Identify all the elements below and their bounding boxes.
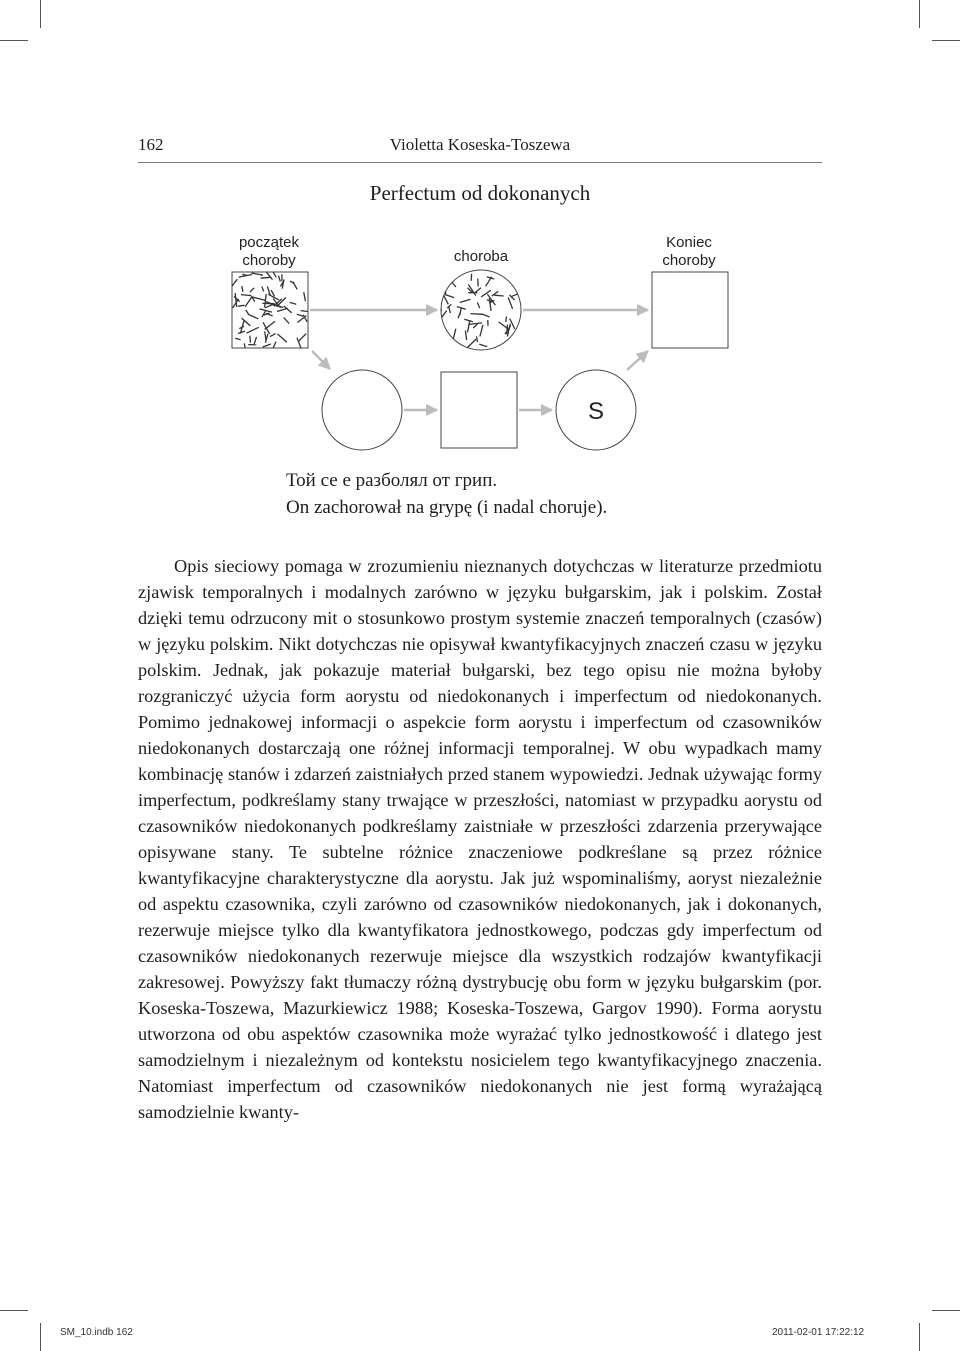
crop-mark	[0, 40, 28, 41]
page-number: 162	[138, 135, 164, 154]
arrow-speech-to-end	[627, 351, 648, 370]
figure-title: Perfectum od dokonanych	[369, 181, 591, 205]
hatch-stroke	[447, 266, 456, 275]
body-text	[138, 553, 822, 1125]
crop-mark	[40, 0, 41, 28]
arrow-start-to-state	[312, 351, 330, 369]
hatch-stroke	[448, 267, 460, 274]
speech-state-label: S	[587, 398, 605, 425]
body-paragraph: Opis sieciowy pomaga w zrozumieniu nieznanych dotychczas w literaturze przedmiotu zjawisk temporalnych i modalnych zarówno w języku bułgarskim, jak i polskim. Został dzięki temu odrzucony mit o stosunkowo prostym systemie znaczeń temporalnych (czasów) w języku polskim. Nikt dotychczas nie opisywał kwantyfikacyjnych znaczeń czasu w języku polskim. Jednak, jak pokazuje materiał bułgarski, bez tego opisu nie można byłoby rozgraniczyć użycia form aorystu od niedokonanych i imperfectum od niedokonanych. Pomimo jednakowej informacji o aspekcie form aorystu i imperfectum od czasowników niedokonanych dostarczają one różnej informacji temporalnej. W obu wypadkach mamy kombinację stanów i zdarzeń zaistniałych przed stanem wypowiedzi. Jednak używając formy imperfectum, podkreślamy stany trwające w przeszłości, natomiast w przypadku aorystu od czasowników niedokonanych podkreślamy zaistniałe w przeszłości zdarzenia przerywające opisywane stany. Te subtelne różnice znaczeniowe podkreślane są przez różnice kwantyfikacyjne charakterystyczne dla aorystu. Jak już wspominaliśmy, aoryst niezależnie od aspektu czasownika, czyli zarówno od czasowników niedokonanych, jak i dokonanych, rezerwuje miejsce tylko dla kwantyfikatora jednostkowego, podczas gdy imperfectum od czasowników niedokonanych rezerwuje miejsce dla wszystkich rodzajów kwantyfikacji zakresowej. Powyższy fakt tłumaczy różną dystrybucję obu form w języku bułgarskim (por. Koseska-Toszewa, Mazurkiewicz 1988; Koseska-Toszewa, Gargov 1990). Forma aorystu utworzona od obu aspektów czasownika może wyrażać tylko jednostkowość i dlatego jest samodzielnym i niezależnym od kontekstu nosicielem tego kwantyfikacyjnego znaczenia. Natomiast imperfectum od czasowników niedokonanych nie jest formą wyrażającą samodzielnie kwanty-	[138, 556, 822, 1122]
label-start-line2: choroby	[242, 252, 296, 269]
hatch-stroke	[250, 336, 251, 343]
slug-timestamp: 2011-02-01 17:22:12	[772, 1327, 865, 1338]
label-end-line1: Koniec	[666, 234, 712, 251]
hatch-stroke	[261, 277, 271, 278]
example-polish: On zachorował na grypę (i nadal choruje).	[286, 497, 608, 518]
hatch-stroke	[494, 295, 503, 296]
crop-mark	[932, 40, 960, 41]
hatch-stroke	[440, 345, 443, 352]
hatch-stroke	[515, 267, 519, 274]
example-bulgarian: Той се е разболял от грип.	[286, 470, 498, 491]
hatch-stroke	[470, 314, 482, 315]
header-rule	[138, 162, 822, 163]
state-circle-left	[322, 370, 402, 450]
petri-net-diagram	[0, 225, 960, 465]
hatch-stroke	[438, 288, 445, 291]
hatch-stroke	[515, 333, 522, 335]
end-event-square	[652, 272, 728, 348]
crop-mark	[919, 1323, 920, 1351]
crop-mark	[0, 1310, 28, 1311]
crop-mark	[40, 1323, 41, 1351]
hatch-stroke	[506, 316, 507, 322]
label-start-line1: początek	[238, 234, 300, 251]
hatch-stroke	[444, 280, 451, 284]
running-head-author: Violetta Koseska-Toszewa	[389, 135, 571, 154]
hatch-stroke	[242, 286, 243, 292]
crop-mark	[932, 1310, 960, 1311]
running-header	[138, 132, 822, 160]
label-middle: choroba	[453, 248, 509, 265]
event-square-middle	[441, 372, 517, 448]
hatch-stroke	[238, 305, 245, 306]
label-end-line2: choroby	[662, 252, 716, 269]
slug-file: SM_10.indb 162	[60, 1327, 133, 1338]
crop-mark	[919, 0, 920, 28]
hatch-stroke	[505, 346, 510, 351]
hatch-stroke	[516, 339, 521, 343]
